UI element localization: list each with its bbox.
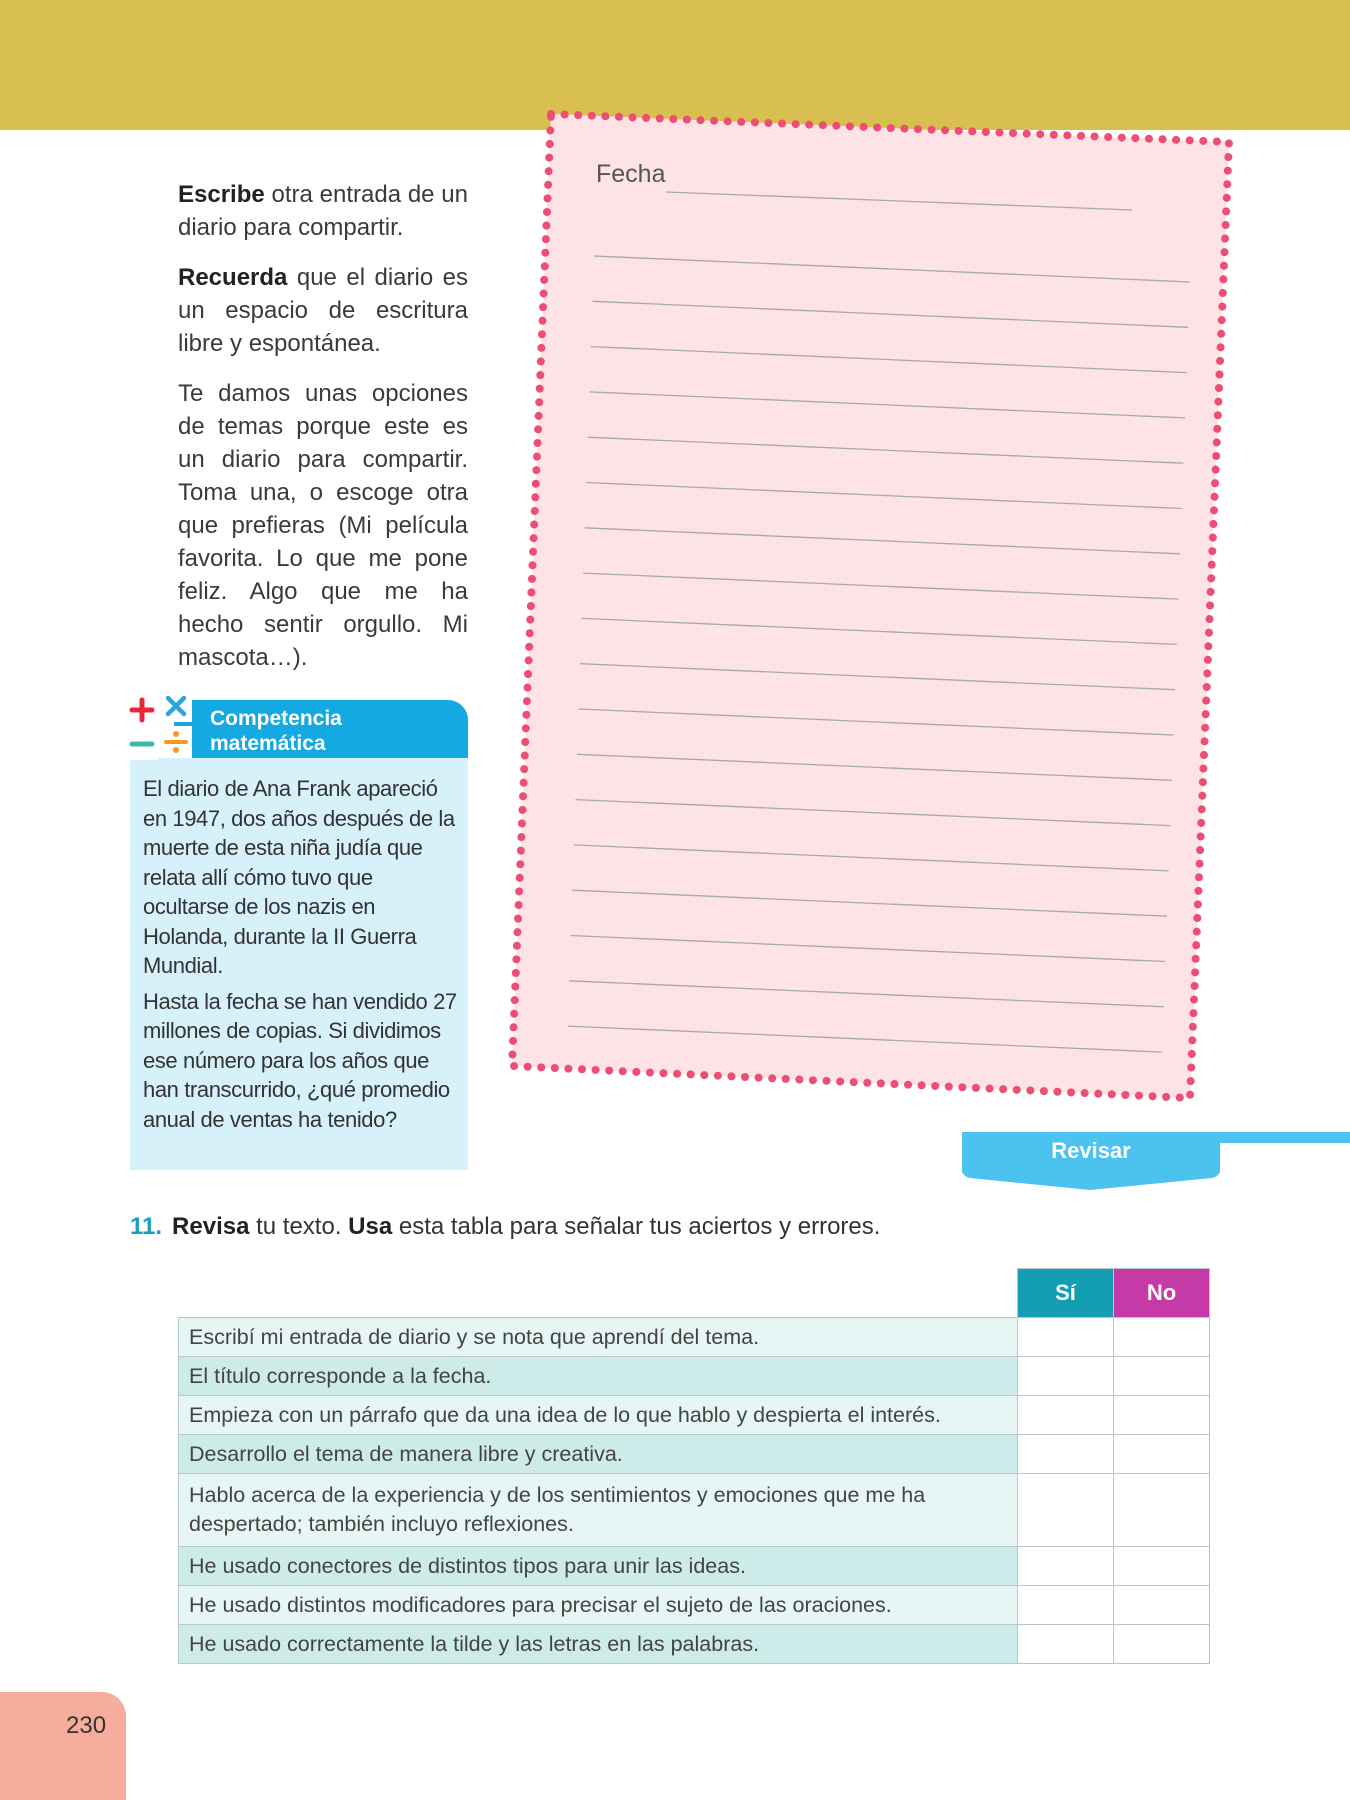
no-check-cell[interactable]	[1114, 1435, 1210, 1474]
intro-bold-recuerda: Recuerda	[178, 264, 288, 291]
intro-text-2: que el diario es un espacio de escritura libre y espontánea.	[178, 264, 468, 357]
fecha-label: Fecha	[596, 160, 666, 188]
column-no: No	[1114, 1269, 1210, 1318]
revisar-accent-line	[1220, 1132, 1350, 1143]
si-check-cell[interactable]	[1018, 1396, 1114, 1435]
si-check-cell[interactable]	[1018, 1357, 1114, 1396]
activity-bold-usa: Usa	[348, 1213, 393, 1240]
no-check-cell[interactable]	[1114, 1396, 1210, 1435]
math-title-line-1: Competencia	[210, 707, 342, 730]
si-check-cell[interactable]	[1018, 1547, 1114, 1586]
page-number-tab	[0, 1692, 126, 1800]
no-check-cell[interactable]	[1114, 1318, 1210, 1357]
criterion-cell: He usado correctamente la tilde y las letras en las palabras.	[179, 1625, 1018, 1664]
activity-number: 11.	[130, 1213, 163, 1240]
self-review-table	[178, 1268, 1210, 1664]
table-row	[179, 1586, 1210, 1625]
table-row	[179, 1318, 1210, 1357]
criterion-cell: Hablo acerca de la experiencia y de los sentimientos y emociones que me ha despertado; también incluyo reflexiones.	[179, 1474, 1018, 1547]
revisar-label: Revisar	[1051, 1138, 1131, 1163]
criterion-cell: Empieza con un párrafo que da una idea de lo que hablo y despierta el interés.	[179, 1396, 1018, 1435]
table-row	[179, 1435, 1210, 1474]
intro-text-1: otra entrada de un diario para compartir.	[178, 181, 468, 241]
math-paragraph-2: Hasta la fecha se han vendido 27 millones de copias. Si dividimos ese número para los años que han transcurrido, ¿qué promedio anual de ventas ha tenido?	[143, 988, 457, 1132]
intro-bold-escribe: Escribe	[178, 181, 265, 208]
no-check-cell[interactable]	[1114, 1357, 1210, 1396]
si-check-cell[interactable]	[1018, 1625, 1114, 1664]
si-check-cell[interactable]	[1018, 1474, 1114, 1547]
si-check-cell[interactable]	[1018, 1435, 1114, 1474]
criterion-cell: El título corresponde a la fecha.	[179, 1357, 1018, 1396]
table-row	[179, 1625, 1210, 1664]
si-check-cell[interactable]	[1018, 1586, 1114, 1625]
activity-11-instruction	[130, 1213, 880, 1241]
activity-bold-revisa: Revisa	[172, 1213, 250, 1240]
no-check-cell[interactable]	[1114, 1474, 1210, 1547]
column-si: Sí	[1018, 1269, 1114, 1318]
table-header-blank	[179, 1269, 1018, 1318]
criterion-cell: Escribí mi entrada de diario y se nota que aprendí del tema.	[179, 1318, 1018, 1357]
criterion-cell: He usado conectores de distintos tipos para unir las ideas.	[179, 1547, 1018, 1586]
no-check-cell[interactable]	[1114, 1586, 1210, 1625]
table-row	[179, 1547, 1210, 1586]
no-check-cell[interactable]	[1114, 1625, 1210, 1664]
criterion-cell: He usado distintos modificadores para precisar el sujeto de las oraciones.	[179, 1586, 1018, 1625]
math-paragraph-1: El diario de Ana Frank apareció en 1947, dos años después de la muerte de esta niña judía que relata allí cómo tuvo que ocultarse de los nazis en Holanda, durante la II Guerra Mundial.	[143, 776, 455, 978]
activity-text-2: esta tabla para señalar tus aciertos y errores.	[392, 1213, 881, 1240]
activity-text-1: tu texto.	[249, 1213, 349, 1240]
no-check-cell[interactable]	[1114, 1547, 1210, 1586]
table-row	[179, 1396, 1210, 1435]
math-title-line-2: matemática	[210, 732, 326, 755]
table-row	[179, 1474, 1210, 1547]
table-row	[179, 1357, 1210, 1396]
criterion-cell: Desarrollo el tema de manera libre y creativa.	[179, 1435, 1018, 1474]
intro-paragraph-3: Te damos unas opciones de temas porque este es un diario para compartir. Toma una, o escoge otra que prefieras (Mi película favorita. Lo que me pone feliz. Algo que me ha hecho sentir orgullo. Mi mascota…).	[178, 380, 468, 671]
diary-page-background	[512, 114, 1229, 1098]
page-number: 230	[66, 1712, 107, 1739]
si-check-cell[interactable]	[1018, 1318, 1114, 1357]
table-header-row	[179, 1269, 1210, 1318]
